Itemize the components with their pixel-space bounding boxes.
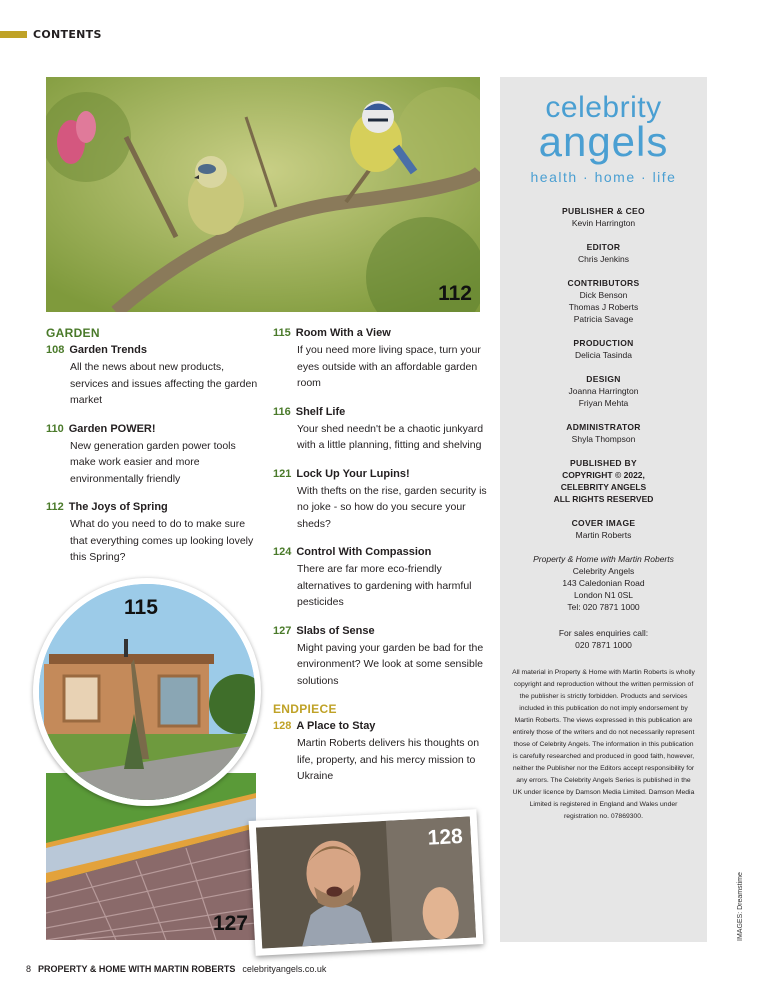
paving-page-number: 127 — [212, 912, 248, 935]
logo-celebrity: celebrity — [545, 91, 662, 124]
hero-photo-birds — [46, 77, 480, 312]
article-number: 116 — [273, 405, 291, 418]
article-item[interactable] — [273, 624, 488, 690]
article-number: 128 — [273, 720, 292, 732]
masthead-sidebar — [500, 77, 707, 942]
article-description: With thefts on the rise, garden security is no joke - so how do you secure your sheds? — [297, 484, 487, 530]
credit-role: ADMINISTRATOR — [566, 422, 641, 432]
credit-entry — [500, 517, 707, 541]
article-description: Your shed needn't be a chaotic junkyard with a little planning, fitting and shelving — [297, 422, 484, 451]
contents-column-left — [46, 326, 261, 579]
category-endpiece: ENDPIECE — [273, 702, 337, 716]
address-title: Property & Home with Martin Roberts — [533, 554, 674, 564]
credit-names: Delicia Tasinda — [574, 350, 632, 360]
article-item[interactable] — [273, 467, 488, 533]
garden-room-photo — [33, 578, 261, 806]
credit-names: Martin Roberts — [575, 530, 632, 540]
article-description: If you need more living space, turn your eyes outside with an affordable garden room — [297, 344, 481, 389]
article-number: 127 — [273, 624, 292, 637]
page-footer — [26, 964, 326, 974]
credit-role: COVER IMAGE — [571, 518, 636, 528]
article-description: Might paving your garden be bad for the environment? We look at some sensible solutions — [297, 641, 484, 687]
footer-url[interactable]: celebrityangels.co.uk — [242, 964, 327, 974]
credit-role: PRODUCTION — [573, 338, 634, 348]
article-description: Martin Roberts delivers his thoughts on life, property, and his mercy mission to Ukraine — [297, 737, 480, 782]
hero-page-number: 112 — [438, 282, 472, 305]
article-title: The Joys of Spring — [68, 501, 168, 513]
credit-names: Joanna Harrington Friyan Mehta — [568, 386, 639, 408]
article-title: A Place to Stay — [296, 720, 376, 732]
credit-entry — [500, 337, 707, 361]
publisher-address — [500, 553, 707, 613]
article-description: There are far more eco-friendly alternatives to gardening with harmful pesticides — [297, 563, 472, 608]
polaroid-page-number: 128 — [427, 824, 464, 850]
credit-role: EDITOR — [586, 242, 621, 252]
endpiece-polaroid-photo — [249, 809, 484, 956]
credit-entry — [500, 373, 707, 409]
article-description: New generation garden power tools make work easier and more environmentally friendly — [70, 439, 236, 485]
article-number: 110 — [46, 422, 64, 435]
article-item[interactable] — [273, 545, 488, 611]
article-number: 108 — [46, 344, 65, 356]
credit-entry — [500, 241, 707, 265]
article-title: Shelf Life — [295, 405, 346, 418]
footer-magazine-title: PROPERTY & HOME WITH MARTIN ROBERTS — [38, 964, 236, 974]
article-title: Control With Compassion — [296, 546, 432, 558]
section-tab-marker — [0, 31, 27, 38]
credit-entry — [500, 205, 707, 229]
article-item[interactable] — [46, 500, 261, 566]
credits-list — [500, 205, 707, 541]
credit-names: Dick Benson Thomas J Roberts Patricia Savage — [568, 290, 639, 324]
credit-role: PUBLISHER & CEO — [562, 206, 645, 216]
article-title: Garden POWER! — [68, 422, 156, 435]
birds-illustration — [46, 77, 480, 312]
logo-angels: angels — [538, 118, 669, 165]
legal-notice: All material in Property & Home with Martin Roberts is wholly copyright and reproduction without the written permission of the publisher is strictly forbidden. Products and services included in this publication do not imply endorsement by Martin Roberts. The views expressed in this publication are entirely those of the writers and do not necessarily represent those of Celebrity Angels. The information in this publication is carefully researched and produced in good faith, however, neither the Publisher nor the Editors accept responsibility for any errors. The Celebrity Angels Series is published in the UK under licence by Damson Media Limited. Damson Media Limited is registered in England and Wales under registration no. 07869300. — [512, 669, 695, 820]
article-item[interactable] — [46, 422, 261, 488]
credit-entry — [500, 421, 707, 445]
article-number: 115 — [273, 327, 291, 339]
credit-entry — [500, 277, 707, 325]
article-description: All the news about new products, services and issues affecting the garden market — [70, 361, 258, 406]
logo-tagline: health · home · life — [530, 169, 677, 185]
credit-names: Chris Jenkins — [577, 254, 630, 264]
address-lines: Celebrity Angels 143 Caledonian Road London N1 0SL Tel: 020 7871 1000 — [562, 566, 645, 612]
credit-entry — [500, 457, 707, 505]
article-title: Garden Trends — [69, 344, 147, 356]
article-number: 124 — [273, 546, 292, 558]
article-title: Slabs of Sense — [296, 624, 375, 637]
contents-column-right — [273, 326, 488, 798]
article-item[interactable] — [46, 343, 261, 409]
image-credit: IMAGES: Dreamstime — [737, 872, 744, 941]
footer-page-number: 8 — [26, 964, 32, 974]
sales-enquiries: For sales enquiries call: 020 7871 1000 — [558, 628, 649, 650]
article-number: 112 — [46, 501, 64, 513]
article-item[interactable] — [273, 405, 488, 454]
credit-role: PUBLISHED BY — [570, 458, 637, 468]
circle-page-number: 115 — [124, 596, 158, 619]
article-item[interactable] — [273, 719, 488, 785]
article-item[interactable] — [273, 326, 488, 392]
credit-role: CONTRIBUTORS — [567, 278, 640, 288]
credit-names: COPYRIGHT © 2022, CELEBRITY ANGELS ALL RIGHTS RESERVED — [553, 470, 654, 504]
credit-names: Shyla Thompson — [571, 434, 636, 444]
section-label: CONTENTS — [33, 28, 102, 41]
category-garden: GARDEN — [46, 326, 100, 340]
martin-roberts-photo — [256, 816, 476, 948]
credit-names: Kevin Harrington — [571, 218, 636, 228]
article-title: Room With a View — [295, 327, 391, 339]
article-title: Lock Up Your Lupins! — [296, 467, 410, 480]
article-description: What do you need to do to make sure that everything comes up looking lovely this Spring? — [70, 518, 254, 563]
article-number: 121 — [273, 467, 292, 480]
credit-role: DESIGN — [586, 374, 621, 384]
